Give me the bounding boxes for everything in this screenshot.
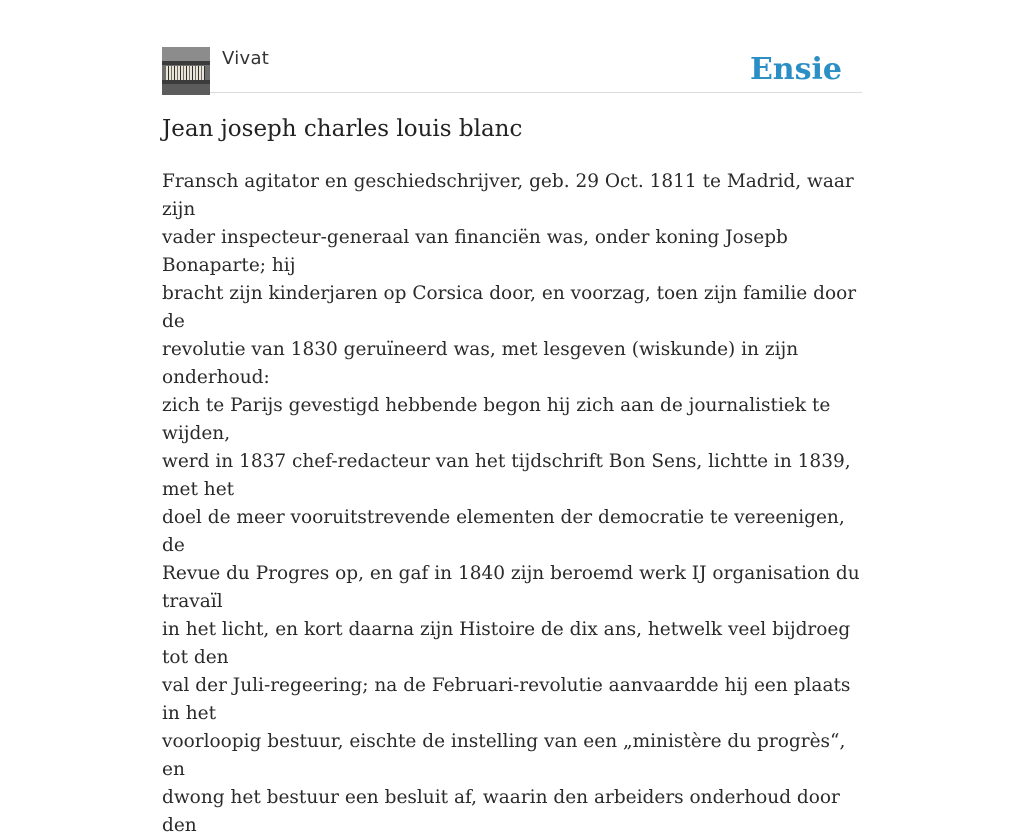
site-header [162, 40, 862, 93]
bookshelf-avatar-icon[interactable] [162, 47, 210, 95]
site-name[interactable]: Vivat [222, 48, 270, 69]
brand-logo[interactable]: Ensie [749, 52, 842, 87]
entry-body: Fransch agitator en geschiedschrijver, geb. 29 Oct. 1811 te Madrid, waar zijn vader inspecteur-generaal van financiën was, onder koning Josepb Bonaparte; hij bracht zijn kinderjaren op Corsica door, en voorzag, toen zijn familie door de revolutie van 1830 geruïneerd was, met lesgeven (wiskunde) in zijn onderhoud: zich te Parijs gevestigd hebbende begon hij zich aan de journalistiek te wijden, werd in 1837 chef-redacteur van het tijdschrift Bon Sens, lichtte in 1839, met het doel de meer vooruitstrevende elementen der democratie te vereenigen, de Revue du Progres op, en gaf in 1840 zijn beroemd werk IJ organisation du travaïl in het licht, en kort daarna zijn Histoire de dix ans, hetwelk veel bijdroeg tot den val der Juli-regeering; na de Februari-revolutie aanvaardde hij een plaats in het voorloopig bestuur, eischte de instelling van een „ministère du progrès“, en dwong het bestuur een besluit af, waarin den arbeiders onderhoud door den [162, 171, 860, 836]
entry-title: Jean joseph charles louis blanc [162, 116, 523, 142]
